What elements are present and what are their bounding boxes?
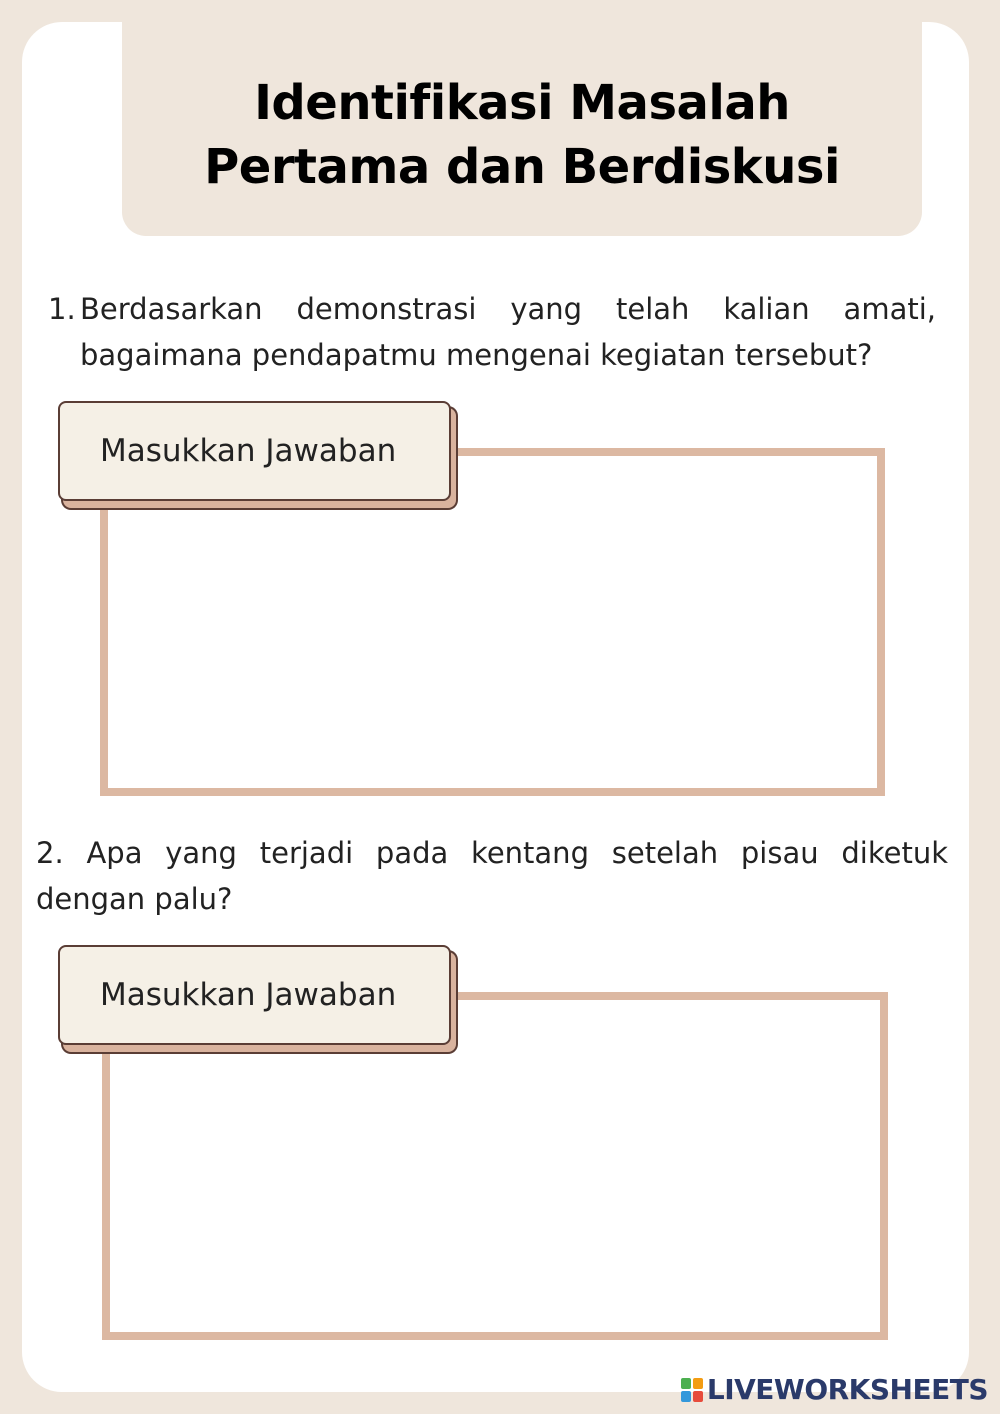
liveworksheets-brand — [681, 1373, 988, 1406]
title-banner — [122, 22, 922, 236]
question-1 — [48, 286, 936, 378]
page-title — [204, 71, 840, 199]
title-line-1: Identifikasi Masalah — [254, 75, 790, 131]
liveworksheets-logo-icon — [681, 1378, 703, 1402]
answer-2-label — [58, 945, 451, 1045]
brand-name: LIVEWORKSHEETS — [706, 1373, 988, 1406]
answer-1-input-area[interactable] — [114, 512, 874, 784]
title-line-2: Pertama dan Berdiskusi — [204, 139, 840, 195]
answer-1-label — [58, 401, 451, 501]
question-1-text: Berdasarkan demonstrasi yang telah kalian amati, bagaimana pendapatmu mengenai kegiatan tersebut? — [80, 292, 936, 372]
answer-1-label-text: Masukkan Jawaban — [100, 433, 397, 469]
answer-2-label-text: Masukkan Jawaban — [100, 977, 397, 1013]
answer-2-input-area[interactable] — [116, 1056, 876, 1328]
question-2-text: 2. Apa yang terjadi pada kentang setelah pisau diketuk dengan palu? — [36, 836, 948, 916]
question-1-number: 1. — [48, 292, 76, 326]
